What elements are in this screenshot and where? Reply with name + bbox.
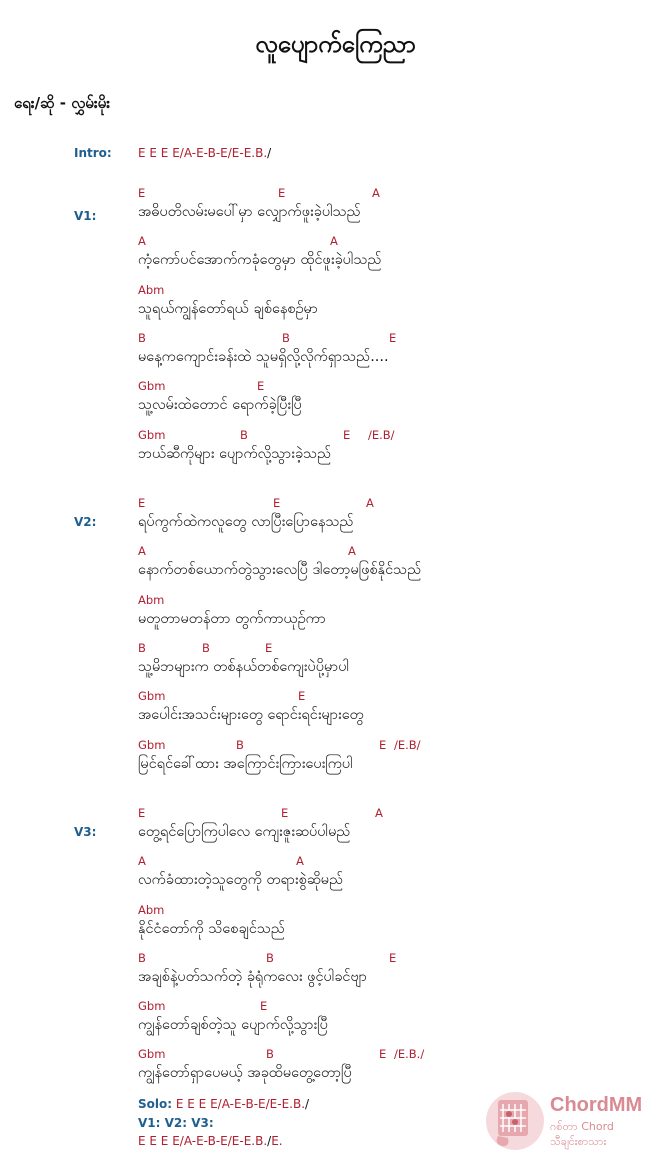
- logo-tagline-1: ဂစ်တာ Chord: [550, 1120, 614, 1133]
- song-author: ရေး/ဆို - လွှမ်းမိုး: [14, 94, 111, 112]
- lyric-line: ရပ်ကွက်ထဲကလူတွေ လာပြီးပြောနေသည်: [138, 514, 354, 530]
- chord: /E.B/: [394, 738, 421, 752]
- chord: E: [265, 641, 273, 655]
- solo-chord-c: E-E.B.: [269, 1097, 306, 1111]
- chord-row: [0, 1047, 671, 1063]
- ending-chord-b: A-E-B-E: [183, 1134, 228, 1148]
- chord: A: [372, 186, 380, 200]
- intro-chord-a: E E E E: [138, 146, 180, 160]
- chord-row: [0, 234, 671, 250]
- chord: A: [375, 806, 383, 820]
- lyric-line: ဘယ်ဆီကိုများ ပျောက်လို့သွားခဲ့သည်: [138, 446, 332, 462]
- chord: E: [138, 806, 146, 820]
- chord-row: [0, 738, 671, 754]
- lyric-line: အပေါင်းအသင်းများတွေ ရောင်းရင်းများတွေ: [138, 707, 364, 723]
- repeat-verses-line: [138, 1116, 214, 1130]
- ending-chord-c: E-E.B.: [231, 1134, 268, 1148]
- chord: E: [278, 186, 286, 200]
- chord: B: [240, 428, 248, 442]
- intro-chord-b: A-E-B-E: [183, 146, 228, 160]
- chord: B: [202, 641, 210, 655]
- lyric-line: သူ့မိဘများက တစ်နယ်တစ်ကျေးပဲပို့မှာပါ: [138, 659, 350, 675]
- verse-label-v1: V1:: [74, 209, 97, 223]
- chord: /E.B./: [394, 1047, 425, 1061]
- intro-chord-c: E-E.B.: [231, 146, 268, 160]
- solo-line: [138, 1097, 309, 1111]
- lyric-line: နောက်တစ်ယောက်တွဲသွားလေပြီ ဒါတော့မဖြစ်နိုင်သည်: [138, 562, 422, 578]
- chord-row: [0, 379, 671, 395]
- lyric-line: ကျွန်တော်ချစ်တဲ့သူ ပျောက်လို့သွားပြီ: [138, 1017, 328, 1033]
- logo-tagline-2: သီချင်းစာသား: [550, 1135, 607, 1148]
- chord: Gbm: [138, 738, 166, 752]
- solo-label: Solo:: [138, 1097, 173, 1111]
- chord: Abm: [138, 903, 165, 917]
- chord: A: [296, 854, 304, 868]
- chord: B: [138, 331, 146, 345]
- chord: E: [389, 951, 397, 965]
- chord: B: [282, 331, 290, 345]
- chord: B: [266, 951, 274, 965]
- intro-sep-3: /: [267, 146, 272, 160]
- solo-sep-2: /: [265, 1097, 270, 1111]
- lyric-line: မနေ့ကကျောင်းခန်းထဲ သူမရှိလို့လိုက်ရှာသည်....: [138, 349, 389, 365]
- chord: E: [257, 379, 265, 393]
- chord: A: [138, 854, 146, 868]
- song-title: လူပျောက်ကြေညာ: [255, 30, 416, 58]
- solo-chord-b: A-E-B-E: [221, 1097, 266, 1111]
- lyric-line: ကျွန်တော်ရှာပေမယ့် အခုထိမတွေ့တော့ပြီ: [138, 1065, 352, 1081]
- ending-sep-3: /: [267, 1134, 272, 1148]
- ending-sep-1: /: [179, 1134, 184, 1148]
- ending-chord-d: E.: [271, 1134, 283, 1148]
- lyric-line: အချစ်နဲ့ပတ်သက်တဲ့ ခုံရုံကလေး ဖွင့်ပါခင်ဗျာ: [138, 969, 368, 985]
- ending-chord-a: E E E E: [138, 1134, 180, 1148]
- chord: E: [389, 331, 397, 345]
- chord: E: [273, 496, 281, 510]
- chord-row: [0, 593, 671, 609]
- logo-brand: ChordMM: [550, 1094, 643, 1116]
- chord: E: [281, 806, 289, 820]
- chord: E: [298, 689, 306, 703]
- chord: Gbm: [138, 689, 166, 703]
- chord: Gbm: [138, 1047, 166, 1061]
- chord: B: [266, 1047, 274, 1061]
- chord: B: [236, 738, 244, 752]
- lyric-line: မတူတာမတန်တာ တွက်ကာယုဉ်ကာ: [138, 611, 326, 627]
- lyric-line: အဓိပတိလမ်းမပေါ်မှာ လျှောက်ဖူးခဲ့ပါသည်: [138, 204, 361, 220]
- lyric-line: နိုင်ငံတော်ကို သိစေချင်သည်: [138, 921, 285, 937]
- lyric-line: သူရယ်ကျွန်တော်ရယ် ချစ်နေစဉ်မှာ: [138, 301, 318, 317]
- chord: B: [138, 951, 146, 965]
- chord: E: [260, 999, 268, 1013]
- chord-row: [0, 951, 671, 967]
- solo-chord-a: E E E E: [175, 1097, 218, 1111]
- chord: Gbm: [138, 999, 166, 1013]
- chord: E: [343, 428, 351, 442]
- chord: Abm: [138, 593, 165, 607]
- chord: Gbm: [138, 428, 166, 442]
- ending-sep-2: /: [227, 1134, 232, 1148]
- chord: E: [138, 186, 146, 200]
- verse-label-v3: V3:: [74, 825, 97, 839]
- chord-row: [0, 999, 671, 1015]
- chord-row: [0, 903, 671, 919]
- chord: /E.B/: [368, 428, 395, 442]
- solo-sep-1: /: [217, 1097, 222, 1111]
- chord-row: [0, 186, 671, 202]
- lyric-line: တွေ့ရင်ပြောကြပါလေ ကျေးဇူးဆပ်ပါမည်: [138, 824, 351, 840]
- chord: A: [138, 234, 146, 248]
- solo-sep-3: /: [305, 1097, 310, 1111]
- repeat-verses-label: V1: V2: V3:: [138, 1116, 214, 1130]
- chord: A: [330, 234, 338, 248]
- intro-chords: [138, 146, 271, 160]
- chord-row: [0, 854, 671, 870]
- chord-row: [0, 331, 671, 347]
- chord-row: [0, 496, 671, 512]
- intro-sep-2: /: [227, 146, 232, 160]
- intro-label: Intro:: [74, 146, 112, 160]
- chord: B: [138, 641, 146, 655]
- lyric-line: ကံ့ကော်ပင်အောက်ကခုံတွေမှာ ထိုင်ဖူးခဲ့ပါသည်: [138, 252, 382, 268]
- lyric-line: သူ့လမ်းထဲတောင် ရောက်ခဲ့ပြီးပြီ: [138, 397, 302, 413]
- chord-row: [0, 544, 671, 560]
- guitar-chord-icon: [484, 1090, 546, 1152]
- chord: E: [138, 496, 146, 510]
- chord-row: [0, 641, 671, 657]
- chord-row: [0, 428, 671, 444]
- chord: A: [138, 544, 146, 558]
- chord: E: [379, 738, 387, 752]
- chord: Abm: [138, 283, 165, 297]
- ending-line: [138, 1134, 283, 1148]
- lyric-line: လက်ခံထားတဲ့သူတွေကို တရားစွဲဆိုမည်: [138, 872, 344, 888]
- chord-row: [0, 283, 671, 299]
- intro-sep-1: /: [179, 146, 184, 160]
- chordmm-logo: [484, 1090, 664, 1152]
- lyric-line: မြင်ရင်ခေါ်ထား အကြောင်းကြားပေးကြပါ: [138, 756, 353, 772]
- chord-row: [0, 689, 671, 705]
- chord: A: [366, 496, 374, 510]
- chord: A: [348, 544, 356, 558]
- chord: Gbm: [138, 379, 166, 393]
- chord-row: [0, 806, 671, 822]
- chord: E: [379, 1047, 387, 1061]
- verse-label-v2: V2:: [74, 515, 97, 529]
